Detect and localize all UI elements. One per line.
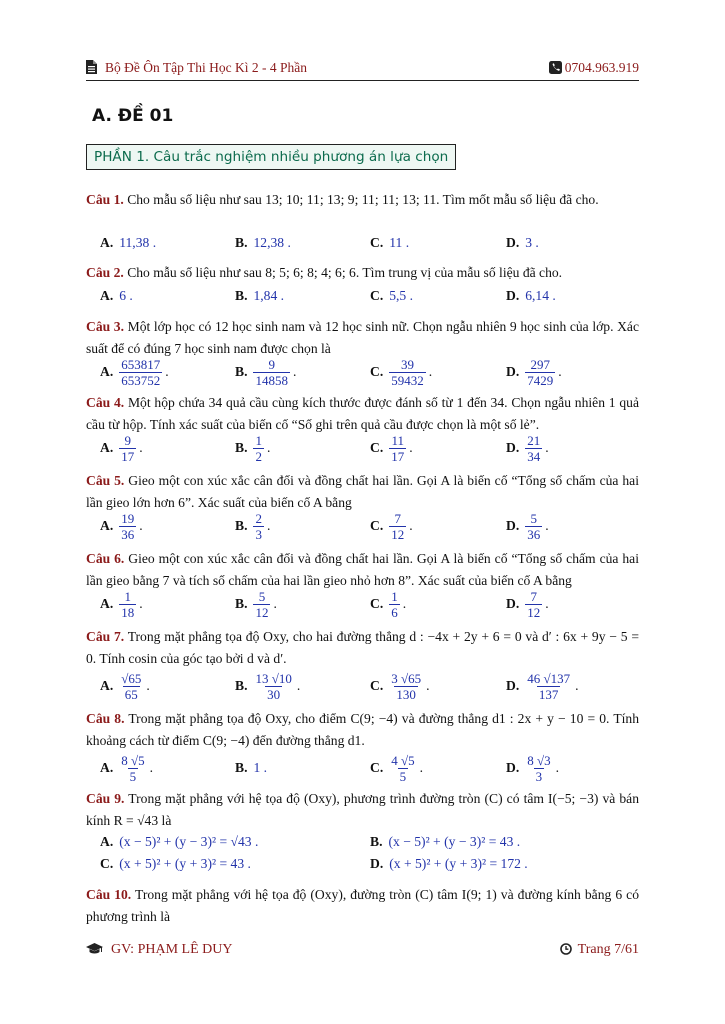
option-a: A. 653817 653752 . (100, 356, 169, 388)
question-1 (86, 189, 639, 211)
options-4 (100, 431, 640, 465)
question-number: Câu 5. (86, 473, 125, 488)
options-5 (100, 509, 640, 543)
header-phone (549, 60, 639, 76)
option-d: D. (x + 5)² + (y + 3)² = 172 . (370, 856, 528, 871)
question-number: Câu 3. (86, 319, 124, 334)
options-2 (100, 285, 640, 307)
option-b: B. 1,84 . (235, 288, 285, 303)
question-2 (86, 262, 639, 284)
option-d: D. 5 36 . (506, 510, 549, 542)
fraction: 297 7429 (527, 356, 554, 388)
question-8 (86, 708, 639, 752)
question-text: Gieo một con xúc xắc cân đối và đồng chất hai lần. Gọi A là biến cố “Tổng số chấm của hai lần gieo bằng 7 và tích số chấm của hai lần gieo nhỏ hơn 8”. Xác suất của biến cố A bằng (86, 551, 639, 588)
document-icon (86, 60, 97, 74)
fraction: 9 17 (121, 432, 135, 464)
option-b: B. 1 . (235, 760, 268, 775)
option-c: C. (x + 5)² + (y + 3)² = 43 . (100, 856, 251, 871)
question-text: Trong mặt phẳng tọa độ Oxy, cho hai đường thẳng d : −4x + 2y + 6 = 0 và d′ : 6x + 9y − 5 = 0. Tính cosin của góc tạo bởi d và d′. (86, 629, 639, 666)
option-a: A. √65 65 . (100, 670, 150, 702)
page-footer (86, 940, 639, 962)
question-number: Câu 1. (86, 192, 124, 207)
option-d: D. 3 . (506, 235, 539, 250)
fraction: 653817 653752 (121, 356, 161, 388)
option-d: D. 6,14 . (506, 288, 556, 303)
section-title: A. ĐỀ 01 (92, 106, 174, 126)
question-text: Một hộp chứa 34 quả cầu cùng kích thước được đánh số từ 1 đến 34. Chọn ngẫu nhiên 1 quả cầu từ hộp. Tính xác suất của biến cố “Số ghi trên quả cầu được chọn là một số lẻ”. (86, 395, 639, 432)
option-b: B. 5 12 . (235, 588, 277, 620)
fraction: 5 36 (527, 510, 541, 542)
option-c: C. 7 12 . (370, 510, 413, 542)
fraction: 39 59432 (391, 356, 424, 388)
fraction: 1 6 (391, 588, 398, 620)
question-number: Câu 9. (86, 791, 125, 806)
header-phone-text: 0704.963.919 (564, 60, 639, 75)
question-9 (86, 788, 639, 832)
options-8 (100, 751, 640, 785)
question-10 (86, 884, 639, 928)
option-c: C. 4 √5 5 . (370, 752, 424, 784)
question-number: Câu 7. (86, 629, 125, 644)
option-d: D. 8 √3 3 . (506, 752, 560, 784)
question-number: Câu 10. (86, 887, 132, 902)
option-c: C. 3 √65 130 . (370, 670, 430, 702)
footer-author-text: GV: PHẠM LÊ DUY (111, 942, 233, 957)
option-d: D. 21 34 . (506, 432, 549, 464)
question-number: Câu 6. (86, 551, 125, 566)
fraction: 19 36 (121, 510, 135, 542)
question-text: Một lớp học có 12 học sinh nam và 12 học sinh nữ. Chọn ngẫu nhiên 9 học sinh của lớp. Xác suất để có đúng 7 học sinh nam được chọn là (86, 319, 639, 356)
question-text: Cho mẫu số liệu như sau 8; 5; 6; 8; 4; 6; 6. Tìm trung vị của mẫu số liệu đã cho. (127, 265, 563, 280)
fraction: 7 12 (391, 510, 405, 542)
fraction: 5 12 (255, 588, 269, 620)
option-b: B. 1 2 . (235, 432, 271, 464)
question-5 (86, 470, 639, 514)
option-b: B. 13 √10 30 . (235, 670, 301, 702)
option-a: A. 9 17 . (100, 432, 143, 464)
question-text: Gieo một con xúc xắc cân đối và đồng chất hai lần. Gọi A là biến cố “Tổng số chấm của hai lần gieo lớn hơn 6”. Xác suất của biến cố A bằng (86, 473, 639, 510)
option-a: A. (x − 5)² + (y − 3)² = √43 . (100, 834, 259, 849)
option-b: B. 2 3 . (235, 510, 271, 542)
option-c: C. 11 17 . (370, 432, 413, 464)
option-d: D. 7 12 . (506, 588, 549, 620)
option-a: A. 8 √5 5 . (100, 752, 154, 784)
question-text: Cho mẫu số liệu như sau 13; 10; 11; 13; 9; 11; 11; 13; 11. Tìm mốt mẫu số liệu đã cho. (127, 192, 599, 207)
options-9-row1 (100, 831, 640, 853)
option-c: C. 39 59432 . (370, 356, 433, 388)
question-text: Trong mặt phẳng với hệ tọa độ (Oxy), phương trình đường tròn (C) có tâm I(−5; −3) và bán kính R = √43 là (86, 791, 640, 828)
option-c: C. 11 . (370, 235, 410, 250)
fraction: 2 3 (255, 510, 262, 542)
options-1 (100, 232, 640, 254)
question-number: Câu 8. (86, 711, 125, 726)
graduation-cap-icon (86, 943, 103, 955)
footer-page-text: Trang 7/61 (577, 942, 639, 957)
fraction: √65 65 (121, 670, 142, 702)
option-a: A. 19 36 . (100, 510, 143, 542)
page-header (86, 60, 639, 81)
clock-icon (560, 943, 572, 955)
fraction: 4 √5 5 (391, 752, 415, 784)
fraction: 21 34 (527, 432, 541, 464)
question-7 (86, 626, 639, 670)
fraction: 8 √3 3 (527, 752, 551, 784)
phone-icon (549, 61, 562, 74)
option-a: A. 1 18 . (100, 588, 143, 620)
question-3 (86, 316, 639, 360)
question-text: Trong mặt phẳng với hệ tọa độ (Oxy), đường tròn (C) tâm I(9; 1) và đường kính bằng 6 có phương trình là (86, 887, 639, 924)
question-text: Trong mặt phẳng tọa độ Oxy, cho điểm C(9; −4) và đường thẳng d1 : 2x + y − 10 = 0. Tính khoảng cách từ điểm C(9; −4) đến đường thẳng d1. (86, 711, 639, 748)
part-title: PHẦN 1. Câu trắc nghiệm nhiều phương án lựa chọn (86, 144, 456, 170)
fraction: 7 12 (527, 588, 541, 620)
option-a: A. 6 . (100, 288, 133, 303)
fraction: 13 √10 30 (255, 670, 292, 702)
option-a: A. 11,38 . (100, 235, 157, 250)
option-c: C. 5,5 . (370, 288, 414, 303)
header-title-text: Bộ Đề Ôn Tập Thi Học Kì 2 - 4 Phần (105, 60, 307, 75)
option-b: B. (x − 5)² + (y − 3)² = 43 . (370, 834, 521, 849)
fraction: 46 √137 137 (527, 670, 571, 702)
fraction: 3 √65 130 (391, 670, 422, 702)
fraction: 1 18 (121, 588, 135, 620)
option-b: B. 9 14858 . (235, 356, 297, 388)
fraction: 8 √5 5 (121, 752, 145, 784)
option-d: D. 297 7429 . (506, 356, 562, 388)
question-4 (86, 392, 639, 436)
question-number: Câu 4. (86, 395, 125, 410)
option-b: B. 12,38 . (235, 235, 291, 250)
fraction: 9 14858 (255, 356, 288, 388)
footer-author (86, 942, 232, 958)
options-6 (100, 587, 640, 621)
fraction: 11 17 (391, 432, 405, 464)
header-title (86, 60, 307, 76)
question-number: Câu 2. (86, 265, 124, 280)
options-7 (100, 669, 640, 703)
fraction: 1 2 (255, 432, 262, 464)
footer-page (560, 942, 639, 958)
option-d: D. 46 √137 137 . (506, 670, 579, 702)
options-3 (100, 355, 640, 389)
options-9-row2 (100, 853, 640, 875)
question-6 (86, 548, 639, 592)
option-c: C. 1 6 . (370, 588, 407, 620)
